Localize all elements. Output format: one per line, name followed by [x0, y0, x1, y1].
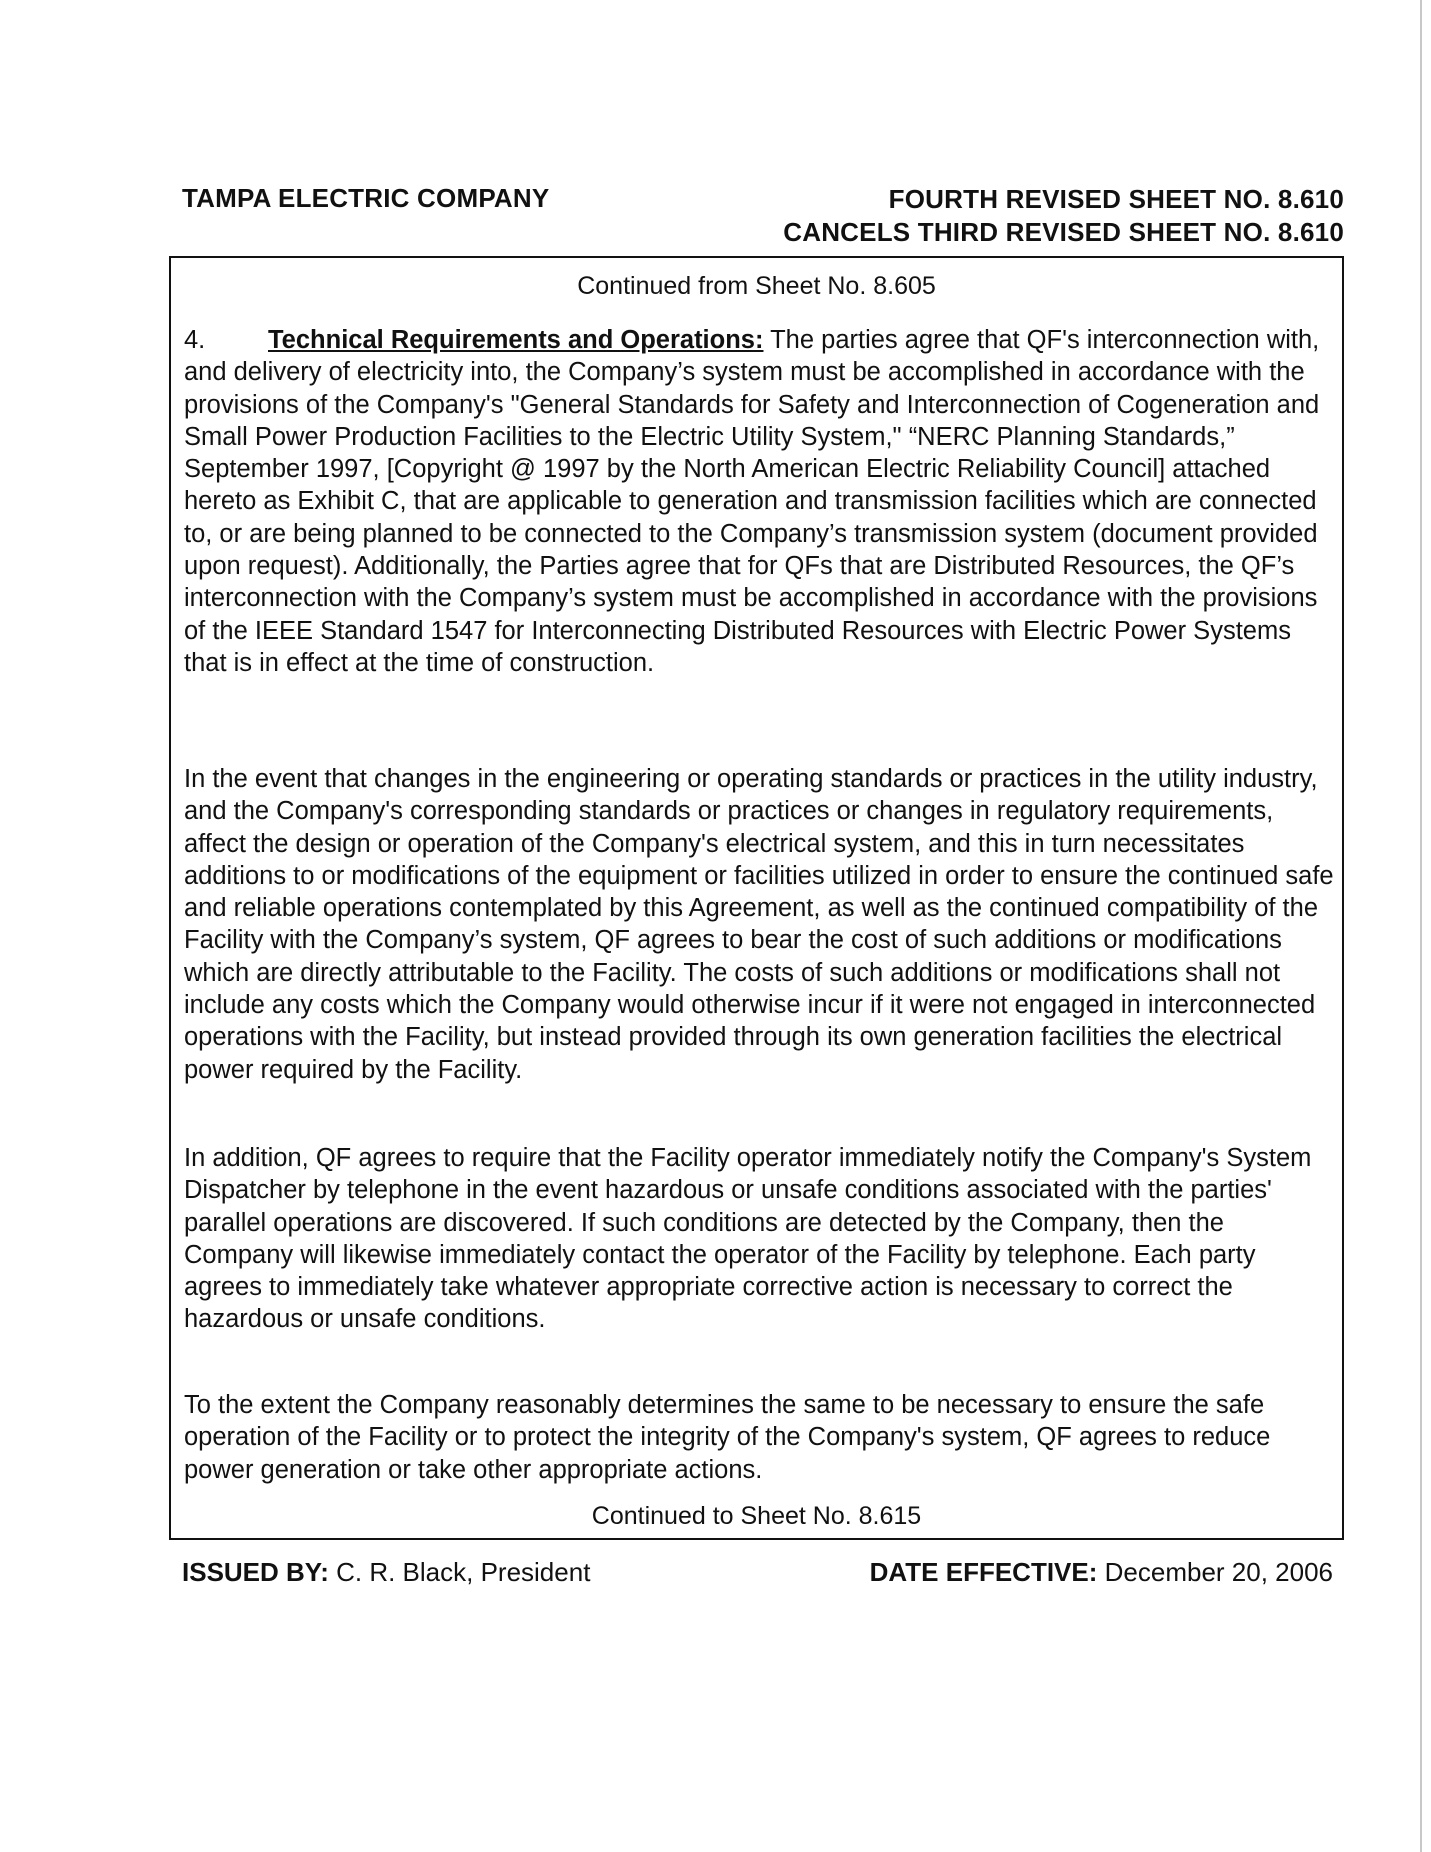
issued-by [182, 1557, 590, 1588]
hazard-notification-paragraph: In addition, QF agrees to require that the Facility operator immediately notify the Company's System Dispatcher by telephone in the event hazardous or unsafe conditions associated with the parties' parallel operations are discovered. If such conditions are detected by the Company, then the Company will likewise immediately contact the operator of the Facility by telephone. Each party agrees to immediately take whatever appropriate corrective action is necessary to correct the hazardous or unsafe conditions. [184, 1144, 1312, 1334]
date-effective-label: DATE EFFECTIVE: [869, 1557, 1098, 1587]
date-effective [870, 1557, 1333, 1588]
tariff-content-box [169, 256, 1344, 1540]
section-4-text: The parties agree that QF's interconnection with, and delivery of electricity into, the Company’s system must be accomplished in accordance with the provisions of the Company's "General Standards for Safety and Interconnection of Cogeneration and Small Power Production Facilities to the Electric Utility System," “NERC Planning Standards,” September 1997, [Copyright @ 1997 by the North American Electric Reliability Council] attached hereto as Exhibit C, that are applicable to generation and transmission facilities which are connected to, or are being planned to be connected to the Company’s transmission system (document provided upon request). Additionally, the Parties agree that for QFs that are Distributed Resources, the QF’s interconnection with the Company’s system must be accomplished in accordance with the provisions of the IEEE Standard 1547 for Interconnecting Distributed Resources with Electric Power Systems that is in effect at the time of construction. [184, 326, 1320, 677]
sheet-header [783, 183, 1344, 249]
section-number: 4. [184, 326, 206, 354]
date-effective-value: December 20, 2006 [1097, 1557, 1333, 1587]
cancels-sheet-number: CANCELS THIRD REVISED SHEET NO. 8.610 [783, 217, 1344, 247]
power-reduction-paragraph: To the extent the Company reasonably determines the same to be necessary to ensure the safe operation of the Facility or to protect the integrity of the Company's system, QF agrees to reduce power generation or take other appropriate actions. [184, 1391, 1271, 1484]
section-title: Technical Requirements and Operations: [268, 326, 764, 354]
sheet-number: FOURTH REVISED SHEET NO. 8.610 [888, 184, 1344, 214]
continued-to-note: Continued to Sheet No. 8.615 [591, 1502, 922, 1530]
issued-by-label: ISSUED BY: [182, 1557, 329, 1587]
company-name: TAMPA ELECTRIC COMPANY [182, 183, 550, 213]
continued-from-note: Continued from Sheet No. 8.605 [577, 272, 936, 300]
issued-by-value: C. R. Black, President [328, 1557, 591, 1587]
standards-changes-paragraph: In the event that changes in the engineering or operating standards or practices in the utility industry, and the Company's corresponding standards or practices or changes in regulatory requirements, affect the design or operation of the Company's electrical system, and this in turn necessitates additions to or modifications of the equipment or facilities utilized in order to ensure the continued safe and reliable operations contemplated by this Agreement, as well as the continued compatibility of the Facility with the Company’s system, QF agrees to bear the cost of such additions or modifications which are directly attributable to the Facility. The costs of such additions or modifications shall not include any costs which the Company would otherwise incur if it were not engaged in interconnected operations with the Facility, but instead provided through its own generation facilities the electrical power required by the Facility. [184, 765, 1334, 1084]
page-edge-divider [1420, 0, 1422, 1852]
section-4-paragraph [184, 324, 1334, 679]
